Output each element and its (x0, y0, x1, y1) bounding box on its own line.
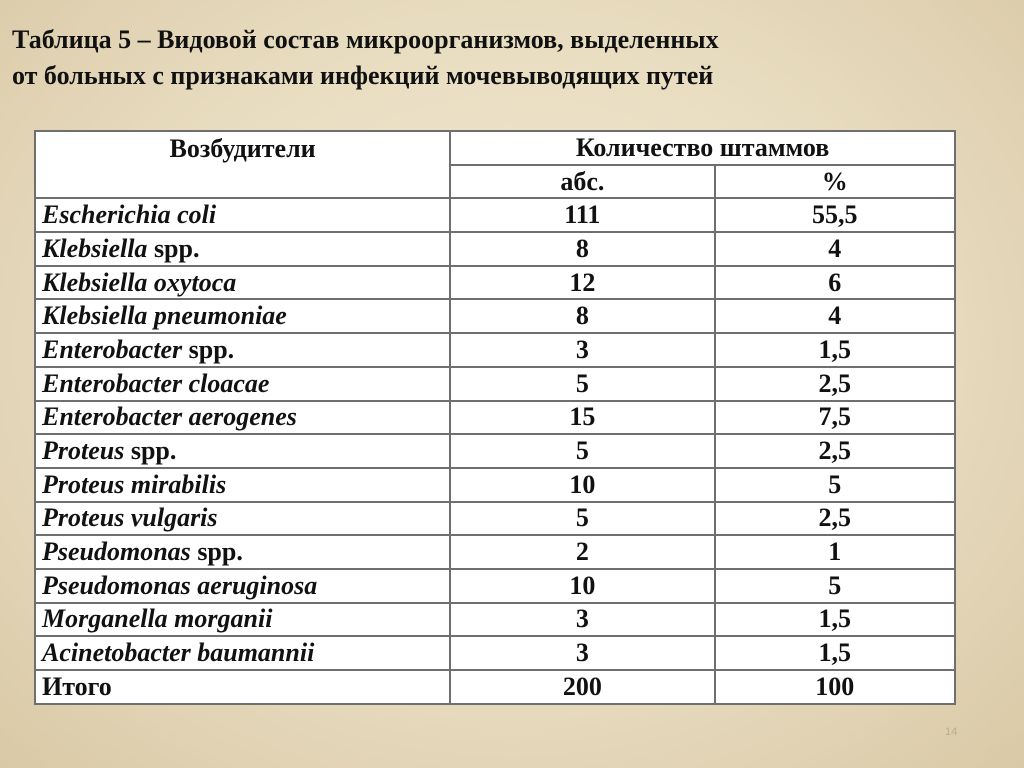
pathogen-name-cell (35, 232, 450, 266)
abs-count: 2 (450, 535, 714, 569)
abs-count: 111 (450, 198, 714, 232)
abs-count: 5 (450, 502, 714, 536)
table-row (35, 401, 955, 435)
pathogen-name: Klebsiella (42, 233, 148, 263)
table-caption-line1: Таблица 5 – Видовой состав микроорганизмов, выделенных (12, 25, 719, 54)
pathogen-name-cell (35, 333, 450, 367)
pathogen-name-cell (35, 401, 450, 435)
pathogen-name: Klebsiella pneumoniae (42, 301, 287, 331)
pathogen-name: Morganella morganii (42, 604, 273, 634)
percent-value: 2,5 (715, 367, 955, 401)
table-caption-line2: от больных с признаками инфекций мочевыводящих путей (12, 61, 714, 90)
pathogen-name-cell (35, 468, 450, 502)
table-body (35, 198, 955, 670)
table-row (35, 603, 955, 637)
pathogen-name: Escherichia coli (42, 200, 217, 230)
percent-value: 1,5 (715, 636, 955, 670)
pathogen-name-cell (35, 198, 450, 232)
pathogen-suffix: spp. (147, 233, 200, 263)
percent-value: 1,5 (715, 333, 955, 367)
table-row (35, 502, 955, 536)
table-row (35, 636, 955, 670)
total-abs: 200 (450, 670, 714, 704)
table-row (35, 299, 955, 333)
abs-count: 15 (450, 401, 714, 435)
abs-count: 10 (450, 569, 714, 603)
table-row (35, 232, 955, 266)
abs-count: 3 (450, 636, 714, 670)
percent-value: 5 (715, 468, 955, 502)
abs-count: 3 (450, 603, 714, 637)
pathogen-suffix: spp. (124, 436, 177, 466)
header-row (35, 131, 955, 165)
pathogen-name: Proteus mirabilis (42, 469, 227, 499)
pathogen-name-cell (35, 603, 450, 637)
table-caption (12, 22, 1012, 94)
header-pathogens: Возбудители (35, 131, 450, 198)
percent-value: 4 (715, 232, 955, 266)
percent-value: 1,5 (715, 603, 955, 637)
pathogen-suffix: spp. (182, 334, 235, 364)
total-percent: 100 (715, 670, 955, 704)
pathogen-name: Enterobacter cloacae (42, 368, 270, 398)
table-row (35, 535, 955, 569)
pathogen-name: Enterobacter (42, 334, 183, 364)
abs-count: 5 (450, 367, 714, 401)
abs-count: 12 (450, 266, 714, 300)
abs-count: 5 (450, 434, 714, 468)
pathogen-name: Klebsiella oxytoca (42, 267, 237, 297)
pathogen-suffix: spp. (190, 537, 243, 567)
pathogen-name-cell (35, 434, 450, 468)
abs-count: 8 (450, 299, 714, 333)
header-strain-count: Количество штаммов (450, 131, 955, 165)
table-row (35, 198, 955, 232)
abs-count: 8 (450, 232, 714, 266)
total-label: Итого (35, 670, 450, 704)
table-row (35, 569, 955, 603)
table-row (35, 468, 955, 502)
pathogen-name: Proteus (42, 436, 125, 466)
abs-count: 3 (450, 333, 714, 367)
pathogen-name-cell (35, 569, 450, 603)
pathogen-name: Proteus vulgaris (42, 503, 218, 533)
table-row (35, 266, 955, 300)
pathogen-name: Acinetobacter baumannii (42, 638, 315, 668)
percent-value: 55,5 (715, 198, 955, 232)
species-table (34, 130, 956, 705)
percent-value: 2,5 (715, 502, 955, 536)
percent-value: 6 (715, 266, 955, 300)
pathogen-name: Pseudomonas aeruginosa (42, 570, 318, 600)
pathogen-name-cell (35, 299, 450, 333)
table-row (35, 367, 955, 401)
slide-number: 14 (945, 726, 958, 738)
pathogen-name-cell (35, 535, 450, 569)
pathogen-name-cell (35, 636, 450, 670)
percent-value: 2,5 (715, 434, 955, 468)
pathogen-name: Enterobacter aerogenes (42, 402, 297, 432)
abs-count: 10 (450, 468, 714, 502)
pathogen-name-cell (35, 367, 450, 401)
header-percent: % (715, 165, 955, 199)
table-row (35, 333, 955, 367)
percent-value: 7,5 (715, 401, 955, 435)
percent-value: 4 (715, 299, 955, 333)
table-row (35, 434, 955, 468)
percent-value: 1 (715, 535, 955, 569)
percent-value: 5 (715, 569, 955, 603)
pathogen-name: Pseudomonas (42, 537, 191, 567)
pathogen-name-cell (35, 266, 450, 300)
header-abs: абс. (450, 165, 714, 199)
pathogen-name-cell (35, 502, 450, 536)
total-row (35, 670, 955, 704)
